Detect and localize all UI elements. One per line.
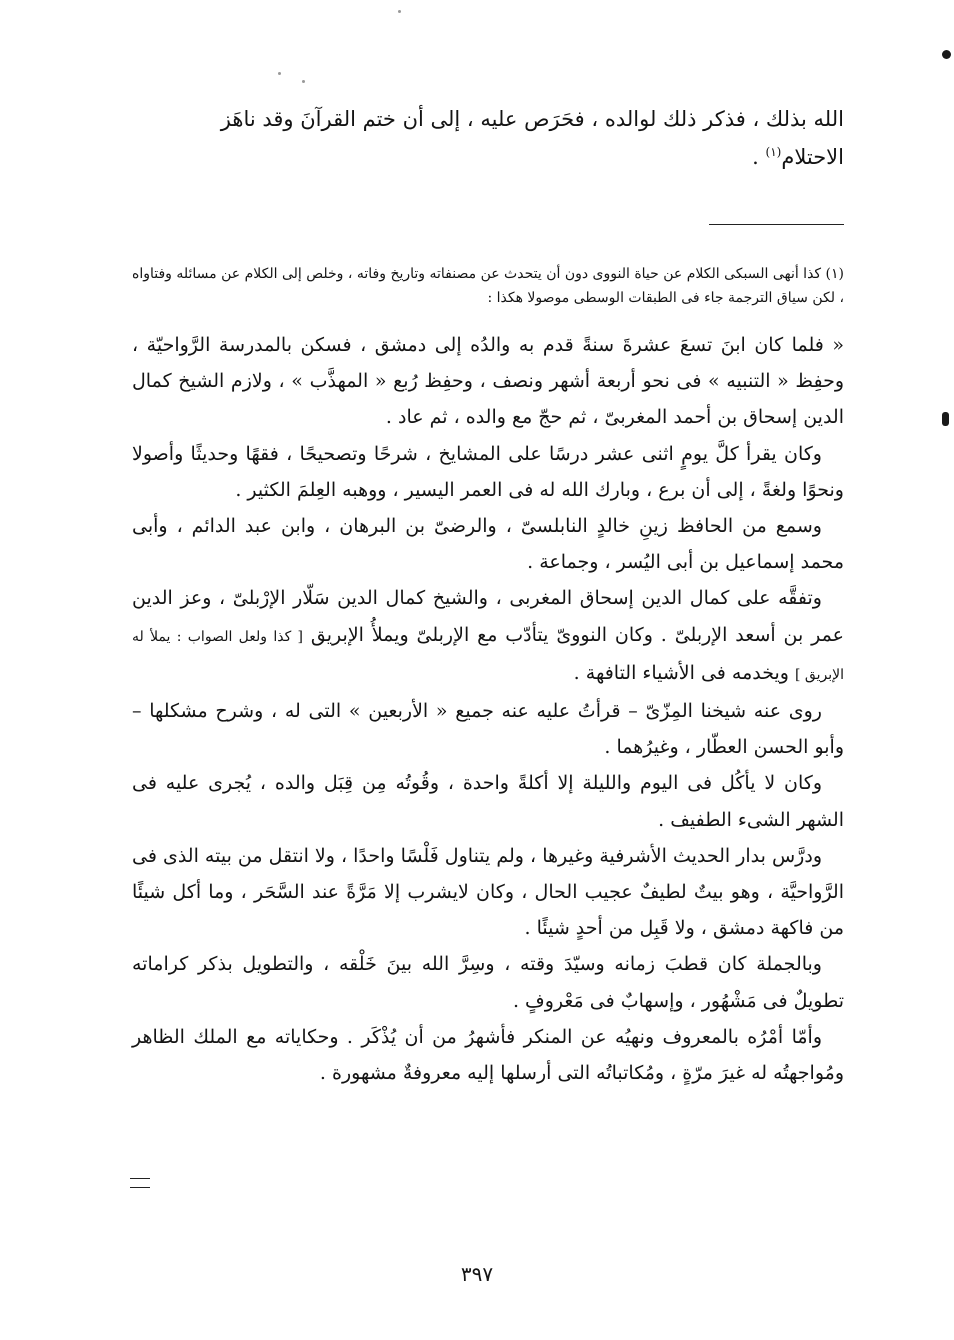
- footnote-paragraph: وسمع من الحافظ زينِ خالدٍ النابلسىّ ، والرضىّ بن البرهان ، وابن عبد الدائم ، وأبى محمد إسماعيل بن أبى اليُسر ، وجماعة .: [132, 515, 844, 574]
- footnote-paragraph-text: ويخدمه فى الأشياء التافهة .: [573, 661, 796, 684]
- main-text-punctuation: .: [752, 145, 766, 169]
- footnote-paragraph: « فلما كان ابنَ تسعَ عشرةَ سنةً قدم به والدُه إلى دمشق ، فسكن بالمدرسة الرَّواحيّة ، وحفِظ « التنبيه » فى نحو أربعة أشهر ونصف ، وحفِظ رُبع « المهذَّب » ، ولازم الشيخ كمال الدين إسحاق بن أحمد المغربىّ ، ثم حجّ مع والده ، ثم عاد .: [132, 334, 844, 429]
- main-text-word: الاحتلام: [781, 145, 844, 169]
- footnote-paragraph: ودرَّس بدار الحديث الأشرفية وغيرها ، ولم يتناول فَلْسًا واحدًا ، ولا انتقل من بيته الذى فى الرَّواحيَّة ، وهو بيتٌ لطيفٌ عجيب الحال ، وكان لايشرب إلا مَرَّةً عند السَّحَر ، وما أكل شيئًا من فاكهة دمشق ، ولا قَبِل من أحدٍ شيئًا .: [132, 844, 844, 940]
- footnote-paragraph: وبالجملة كان قطبَ زمانه وسيّدَ وقته ، وسِرَّ الله بينَ خَلْقه ، والتطويل بذكر كراماته تطويلٌ فى مَشْهُور ، وإسهابٌ فى مَعْروفٍ .: [132, 953, 844, 1012]
- footnote-paragraph: [132, 580, 844, 693]
- footnote-paragraph: وكان يقرأ كلَّ يومٍ اثنى عشر درسًا على المشايخ ، شرحًا وتصحيحًا ، فقهًا وحديثًا وأصولا ونحوًا ولغةً ، إلى أن برع ، وبارك الله له فى العمر اليسير ، ووهبه العِلمَ الكثير .: [132, 442, 844, 501]
- footnote-intro-text: (١) كذا أنهى السبكى الكلام عن حياة النووى دون أن يتحدث عن مصنفاته وتاريخ وفاته ، وخلص إلى الكلام عن مسائله وفتاواه ، لكن سياق الترجمة جاء فى الطبقات الوسطى موصولا هكذا :: [132, 266, 844, 306]
- footnote-paragraph-text: وتفقَّه على كمال الدين إسحاق المغربى ، والشيخ كمال الدين سَلّار الإرْبلىّ ، وعز الدين عمر بن أسعد الإربلىّ . وكان النووىّ يتأدّب مع الإربلىّ ويملأُ الإبريق: [132, 587, 844, 646]
- footnote-separator: [709, 224, 844, 225]
- binding-mark: [942, 50, 951, 59]
- main-text-line: [132, 138, 844, 176]
- footnote-reference: (١): [765, 145, 782, 159]
- footnote-paragraph: وكان لا يأكُل فى اليوم والليلة إلا أكلةً واحدة ، وقُوتُه مِن قِبَل والده ، يُجرى عليه فى الشهر الشىء الطفيف .: [132, 772, 844, 831]
- page-number: [0, 1262, 954, 1286]
- footnote-paragraph: روى عنه شيخنا المِزّىّ – قرأتُ عليه عنه جميع « الأربعين » التى له ، وشرح مشكلها – وأبو الحسن العطّار ، وغيرُهما .: [132, 700, 844, 759]
- footnote-paragraph: وأمّا أمْرُه بالمعروف ونهيُه عن المنكر فأشهرُ من أن يُذْكَر . وحكاياته مع الملك الظاهر ومُواجهتُه له غيرَ مرّةٍ ، ومُكاتباتُه التى أرسلها إليه معروفةٌ مشهورة .: [132, 1025, 844, 1085]
- editor-note: [ كذا ولعل الصواب : يملأ له الإبريق ]: [132, 628, 844, 683]
- page-number-text: ٣٩٧: [460, 1262, 494, 1286]
- main-text: [132, 100, 844, 176]
- main-text-line: الله بذلك ، فذكر ذلك لوالده ، فحَرَص عليه ، إلى أن ختم القرآنَ وقد ناهَز: [220, 107, 844, 131]
- footnote-quote: [132, 327, 844, 1091]
- footnote-intro: [132, 262, 844, 310]
- paper-speck: [398, 10, 401, 13]
- paper-speck: [278, 72, 281, 75]
- binding-mark: [942, 412, 949, 426]
- continuation-mark: [130, 1178, 150, 1188]
- paper-speck: [302, 80, 305, 83]
